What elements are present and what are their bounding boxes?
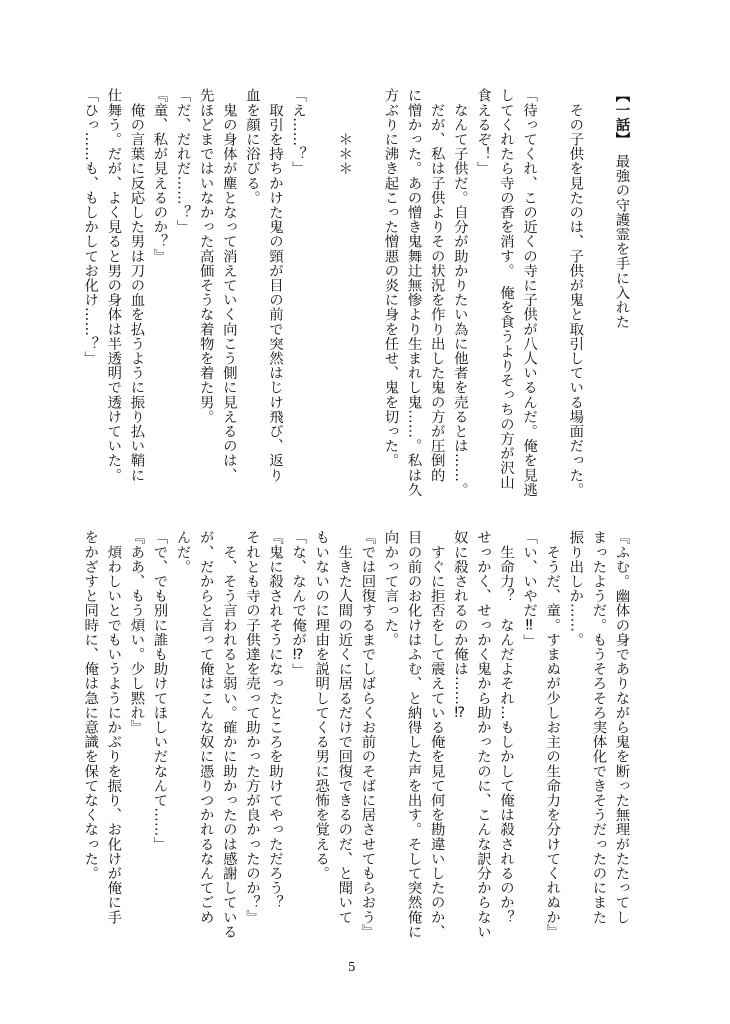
blank-line	[540, 88, 563, 528]
text-line: 『鬼に殺されそうになったところを助けてやっただろう？	[267, 530, 283, 910]
page-number: 5	[348, 960, 356, 974]
text-line: 生命力？ なんだよそれ…もしかして俺は殺されるのか？	[498, 530, 514, 925]
text-line: んだ。	[174, 530, 191, 574]
text-line: まったようだ。もうそろそろ実体化できそうだったのにまた	[590, 530, 607, 925]
text-line: 「だ、だれだ……？」	[174, 88, 191, 234]
text-line: に憎かった。あの憎き鬼舞辻無惨より生まれし鬼……。私は久	[405, 88, 422, 497]
text-line: ＊＊＊	[336, 88, 353, 176]
text-line: 「ひっ……も、もしかしてお化け……？」	[82, 88, 99, 366]
text-line: 煩わしいとでもいうようにかぶりを振り、お化けが俺に手	[105, 530, 122, 925]
text-line: 「な、なんで俺が⁉」	[290, 530, 307, 678]
text-line: をかざすと同時に、俺は急に意識を保てなくなった。	[82, 530, 99, 881]
chapter-label: 【一話】	[613, 88, 630, 140]
text-line: それとも寺の子供達を売って助かった方が良かったのか？』	[243, 530, 260, 925]
text-line: 『では回復するまでしばらくお前のそばに居させてもらおう』	[359, 530, 376, 939]
chapter-heading	[610, 88, 633, 528]
text-line: もいないのに理由を説明してくる男に恐怖を覚える。	[313, 530, 330, 881]
text-line: そ、そう言われると弱い。確かに助かったのは感謝している	[220, 530, 237, 939]
text-line: 『ふむ。幽体の身でありながら鬼を断った無理がたたってし	[613, 530, 630, 925]
text-line: が、だからと言って俺はこんな奴に憑りつかれるなんてごめ	[197, 530, 214, 925]
text-line: せっかく、せっかく鬼から助かったのに、こんな訳分からない	[474, 530, 491, 939]
text-line: 生きた人間の近くに居るだけで回復できるのだ、と聞いて	[336, 530, 353, 925]
text-line: そうだ、童。すまぬが少しお主の生命力を分けてくれぬか』	[544, 530, 561, 939]
blank-line	[309, 88, 332, 528]
blank-line	[586, 88, 609, 528]
text-line: してくれたら寺の香を消す。 俺を食うよりそっちの方が沢山	[498, 88, 514, 490]
text-line: 血を顔に浴びる。	[243, 88, 260, 205]
text-line: すぐに拒否をして震えている俺を見て何を勘違いしたのか、	[428, 530, 445, 939]
text-line: 「い、いやだ‼」	[521, 530, 538, 649]
text-line: 「で、でも別に誰も助けてほしいだなんて……」	[151, 530, 168, 852]
text-line: 鬼の身体が塵となって消えていく向こう側に見えるのは、	[220, 88, 237, 483]
text-line: 「待ってくれ、この近くの寺に子供が八人いるんだ。俺を見逃	[521, 88, 538, 497]
text-line: 方ぶりに沸き起こった憎悪の炎に身を任せ、鬼を切った。	[382, 88, 399, 468]
text-line: その子供を見たのは、子供が鬼と取引している場面だった。	[567, 88, 584, 497]
text-line: 振り出しか……。	[567, 530, 584, 647]
text-line: 『ああ、もう煩い。少し黙れ』	[128, 530, 145, 735]
text-line: 先ほどまではいなかった高価そうな着物を着た男。	[197, 88, 214, 424]
text-line: 向かって言った。	[382, 530, 399, 647]
text-line: 仕舞う。だが、よく見ると男の身体は半透明で透けていた。	[105, 88, 122, 483]
text-line: だが、私は子供よりその状況を作り出した鬼の方が圧倒的	[428, 88, 445, 483]
chapter-title: 最強の守護霊を手に入れた	[613, 139, 630, 330]
text-line: 食えるぞ！」	[474, 88, 491, 176]
text-line: 「え……？」	[290, 88, 307, 176]
text-line: 取引を持ちかけた鬼の頸が目の前で突然はじけ飛び、返り	[267, 88, 283, 483]
text-line: 目の前のお化けはふむ、と納得した声を出す。そして突然俺に	[405, 530, 422, 939]
text-line: 俺の言葉に反応した男は刀の血を払うように振り払い鞘に	[128, 88, 145, 483]
text-line: 奴に殺されるのか俺は……⁉	[451, 530, 468, 722]
text-line: なんて子供だ。自分が助かりたい為に他者を売るとは……。	[451, 88, 468, 497]
text-line: 『童、私が見えるのか？』	[151, 88, 168, 264]
blank-line	[355, 88, 378, 528]
